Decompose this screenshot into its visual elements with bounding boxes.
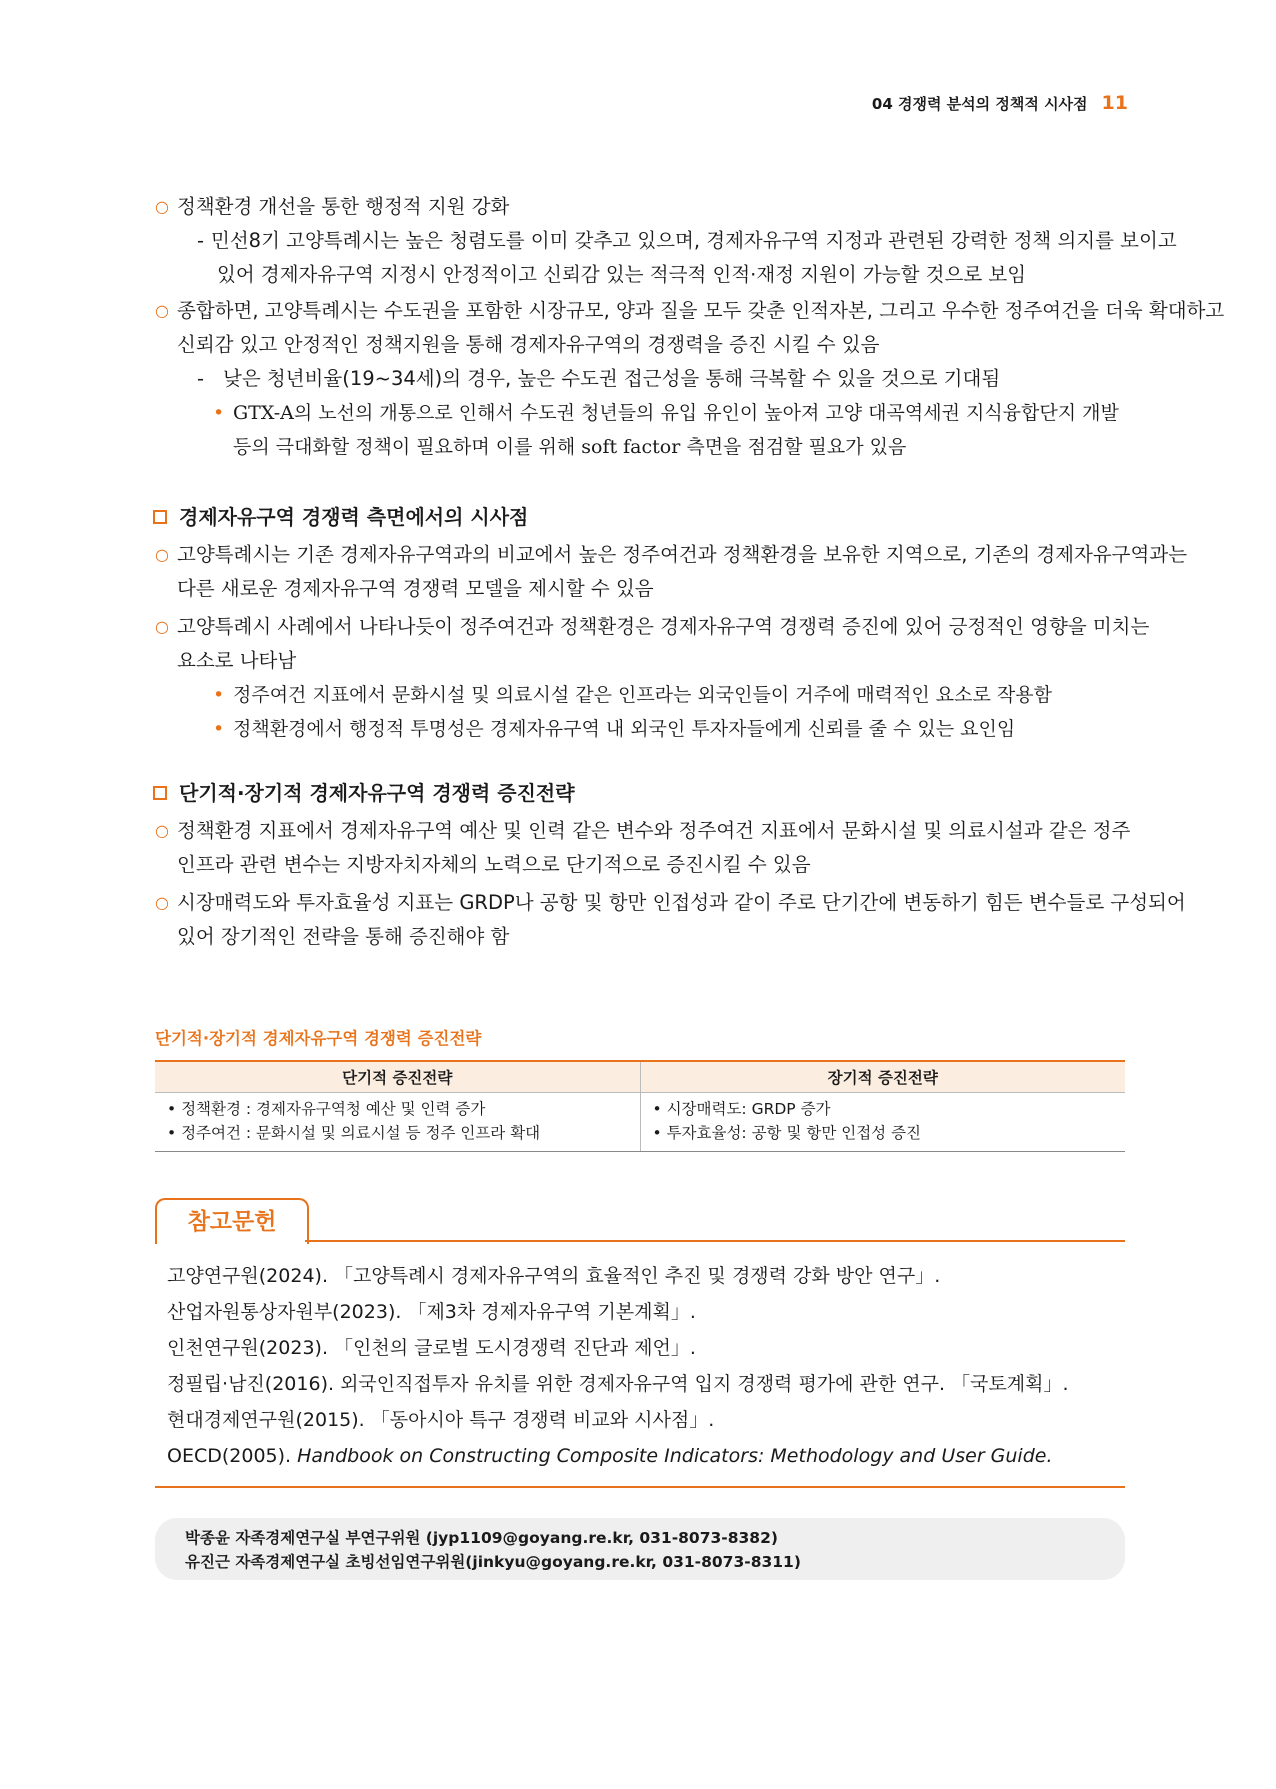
dash-item-continuation: 있어 경제자유구역 지정시 안정적이고 신뢰감 있는 적극적 인적·재정 지원이 가능할 것으로 보임 bbox=[217, 263, 1027, 286]
circle-bullet-icon: ○ bbox=[155, 301, 169, 320]
references-list bbox=[167, 1258, 1069, 1474]
circle-bullet-item: ○ 고양특례시 사례에서 나타나듯이 정주여건과 정책환경은 경제자유구역 경쟁력 증진에 있어 긍정적인 영향을 미치는 bbox=[155, 610, 1125, 644]
header-section-title: 04 경쟁력 분석의 정책적 시사점 bbox=[871, 95, 1088, 113]
dot-bullet-item: • 정책환경에서 행정적 투명성은 경제자유구역 내 외국인 투자자들에게 신뢰를 줄 수 있는 요인임 bbox=[155, 712, 1125, 746]
circle-item-continuation: 다른 새로운 경제자유구역 경쟁력 모델을 제시할 수 있음 bbox=[177, 577, 654, 600]
dot-bullet-item: • 정주여건 지표에서 문화시설 및 의료시설 같은 인프라는 외국인들이 거주에 매력적인 요소로 작용함 bbox=[155, 678, 1125, 712]
dot-bullet-item: • GTX-A의 노선의 개통으로 인해서 수도권 청년들의 유입 유인이 높아져 고양 대곡역세권 지식융합단지 개발 bbox=[155, 396, 1125, 430]
section-heading: 경제자유구역 경쟁력 측면에서의 시사점 bbox=[153, 500, 1125, 534]
references-title: 참고문헌 bbox=[187, 1209, 277, 1235]
dash-icon: - bbox=[197, 229, 205, 252]
table-title: 단기적·장기적 경제자유구역 경쟁력 증진전략 bbox=[155, 1029, 482, 1048]
circle-bullet-icon: ○ bbox=[155, 545, 169, 564]
circle-bullet-icon: ○ bbox=[155, 197, 169, 216]
page-number: 11 bbox=[1101, 92, 1128, 114]
table-header-short: 단기적 증진전략 bbox=[155, 1061, 640, 1093]
circle-bullet-item: ○ 시장매력도와 투자효율성 지표는 GRDP나 공항 및 항만 인접성과 같이 주로 단기간에 변동하기 힘든 변수들로 구성되어 bbox=[155, 886, 1125, 920]
list-item: • 시장매력도: GRDP 증가 bbox=[652, 1100, 831, 1118]
list-item: • 정책환경 : 경제자유구역청 예산 및 인력 증가 bbox=[167, 1100, 486, 1118]
table-header-row bbox=[155, 1061, 1125, 1093]
circle-item-continuation: 있어 장기적인 전략을 통해 증진해야 함 bbox=[177, 925, 510, 948]
body-content bbox=[155, 190, 1225, 954]
circle-bullet-item: ○ 정책환경 개선을 통한 행정적 지원 강화 bbox=[155, 190, 1125, 224]
circle-bullet-icon: ○ bbox=[155, 821, 169, 840]
running-header bbox=[872, 92, 1128, 114]
table-row bbox=[155, 1093, 1125, 1152]
circle-item-continuation: 요소로 나타남 bbox=[177, 649, 297, 672]
dot-bullet-icon: • bbox=[213, 402, 225, 424]
reference-item: 인천연구원(2023). 「인천의 글로벌 도시경쟁력 진단과 제언」. bbox=[167, 1337, 696, 1359]
circle-item-continuation: 신뢰감 있고 안정적인 정책지원을 통해 경제자유구역의 경쟁력을 증진 시킬 수 있음 bbox=[177, 333, 880, 356]
footer-rule bbox=[155, 1486, 1125, 1488]
circle-item-continuation: 인프라 관련 변수는 지방자치자체의 노력으로 단기적으로 증진시킬 수 있음 bbox=[177, 853, 811, 876]
circle-bullet-item: ○ 정책환경 지표에서 경제자유구역 예산 및 인력 같은 변수와 정주여건 지표에서 문화시설 및 의료시설과 같은 정주 bbox=[155, 814, 1125, 848]
list-item: • 정주여건 : 문화시설 및 의료시설 등 정주 인프라 확대 bbox=[167, 1124, 541, 1142]
table-header-long: 장기적 증진전략 bbox=[640, 1061, 1125, 1093]
circle-bullet-item: ○ 종합하면, 고양특례시는 수도권을 포함한 시장규모, 양과 질을 모두 갖춘 인적자본, 그리고 우수한 정주여건을 더욱 확대하고 bbox=[155, 294, 1125, 328]
reference-item: 현대경제연구원(2015). 「동아시아 특구 경쟁력 비교와 시사점」. bbox=[167, 1409, 715, 1431]
author-info-box bbox=[155, 1518, 1125, 1580]
table-cell-short bbox=[155, 1093, 640, 1152]
reference-item: 고양연구원(2024). 「고양특례시 경제자유구역의 효율적인 추진 및 경쟁력 강화 방안 연구」. bbox=[167, 1265, 941, 1287]
author-line: 유진근 자족경제연구실 초빙선임연구위원(jinkyu@goyang.re.kr, 031-8073-8311) bbox=[185, 1553, 801, 1571]
strategy-table bbox=[155, 1060, 1125, 1152]
dot-bullet-icon: • bbox=[213, 684, 225, 706]
table-cell-long bbox=[640, 1093, 1125, 1152]
dash-item: - 낮은 청년비율(19~34세)의 경우, 높은 수도권 접근성을 통해 극복할 수 있을 것으로 기대됨 bbox=[155, 362, 1125, 396]
dot-bullet-icon: • bbox=[213, 718, 225, 740]
references-rule bbox=[305, 1240, 1125, 1242]
circle-bullet-icon: ○ bbox=[155, 617, 169, 636]
square-bullet-icon bbox=[153, 510, 167, 524]
section-heading: 단기적·장기적 경제자유구역 경쟁력 증진전략 bbox=[153, 776, 1125, 810]
reference-item: 산업자원통상자원부(2023). 「제3차 경제자유구역 기본계획」. bbox=[167, 1301, 696, 1323]
dash-icon: - bbox=[197, 367, 205, 390]
references-tab bbox=[155, 1198, 309, 1244]
circle-bullet-item: ○ 고양특례시는 기존 경제자유구역과의 비교에서 높은 정주여건과 정책환경을 보유한 지역으로, 기존의 경제자유구역과는 bbox=[155, 538, 1125, 572]
reference-item: OECD(2005). Handbook on Constructing Composite Indicators: Methodology and User Guide. bbox=[167, 1445, 1053, 1467]
circle-bullet-icon: ○ bbox=[155, 893, 169, 912]
list-item: • 투자효율성: 공항 및 항만 인접성 증진 bbox=[652, 1124, 922, 1142]
author-line: 박종윤 자족경제연구실 부연구위원 (jyp1109@goyang.re.kr, 031-8073-8382) bbox=[185, 1529, 778, 1547]
dot-item-continuation: 등의 극대화할 정책이 필요하며 이를 위해 soft factor 측면을 점검할 필요가 있음 bbox=[233, 436, 907, 458]
reference-item: 정필립·남진(2016). 외국인직접투자 유치를 위한 경제자유구역 입지 경쟁력 평가에 관한 연구. 「국토계획」. bbox=[167, 1373, 1069, 1395]
square-bullet-icon bbox=[153, 786, 167, 800]
dash-item: - 민선8기 고양특례시는 높은 청렴도를 이미 갖추고 있으며, 경제자유구역 지정과 관련된 강력한 정책 의지를 보이고 bbox=[155, 224, 1125, 258]
